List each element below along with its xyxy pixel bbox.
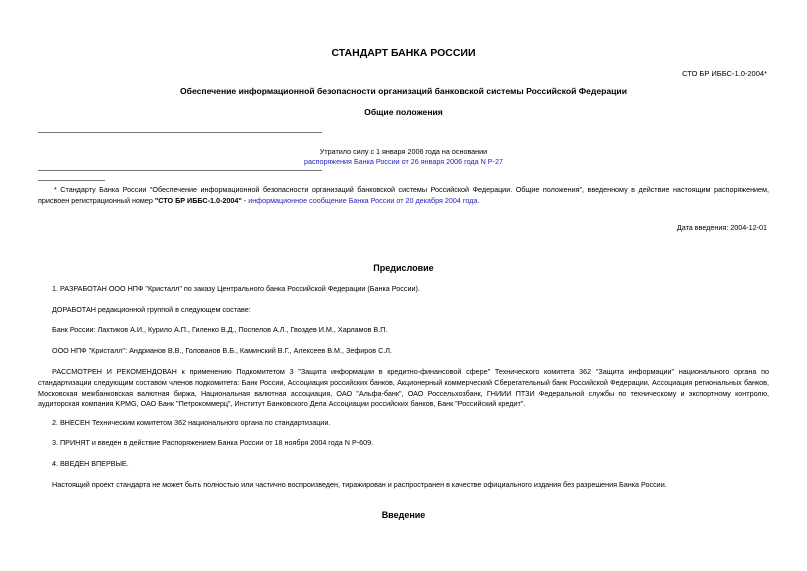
document-subtitle: Обеспечение информационной безопасности организаций банковской системы Российской Федерации <box>179 86 627 96</box>
standard-code: СТО БР ИББС-1.0-2004* <box>682 69 767 78</box>
footnote-end: . <box>477 196 480 205</box>
introduction-title: Введение <box>381 510 426 520</box>
divider <box>38 170 322 171</box>
preface-title: Предисловие <box>373 263 434 273</box>
section-title: Общие положения <box>364 107 443 117</box>
preface-paragraph <box>38 367 769 410</box>
footnote <box>38 184 769 206</box>
registration-number: "СТО БР ИББС-1.0-2004" <box>154 196 242 205</box>
preface-paragraph: 2. ВНЕСЕН Техническим комитетом 362 национального органа по стандартизации. <box>52 418 331 427</box>
footnote-dash: - <box>241 196 249 205</box>
footnote-divider <box>38 180 105 181</box>
preface-paragraph: ДОРАБОТАН редакционной группой в следующем составе: <box>52 305 251 314</box>
preface-paragraph: 3. ПРИНЯТ и введен в действие Распоряжением Банка России от 18 ноября 2004 года N Р-609. <box>52 438 374 447</box>
status-note: Утратило силу с 1 января 2006 года на основании <box>319 147 488 156</box>
preface-paragraph: 1. РАЗРАБОТАН ООО НПФ "Кристалл" по заказу Центрального банка Российской Федерации (Банка России). <box>52 284 420 293</box>
preface-paragraph: Банк России: Лахтиков А.И., Курило А.П., Гиленко В.Д., Поспелов А.Л., Гвоздев И.М., Харламов В.П. <box>52 325 388 334</box>
divider <box>38 132 322 133</box>
preface-paragraph-text: РАССМОТРЕН И РЕКОМЕНДОВАН к применению Подкомитетом 3 "Защита информации в кредитно-финансовой сфере" Технического комитета 362 "Защита информации" национального органа по стандартизации следующим составом членов подкомитета: Банк России, Ассоциация российских банков, Акционерный коммерческий Сберегательный банк Российской Федерации, Ассоциация региональных банков, Московская межбанковская валютная биржа, Национальная валютная ассоциация, ОАО "Альфа-банк", ОАО Россельхозбанк, ГНИИИ ПТЗИ Федеральной службы по техническому и экспортному контролю, аудиторская компания KPMG, ОАО Банк "Петрокоммерц", Институт Банковского Дела Ассоциации российских банков, Банк "Российский кредит". <box>38 367 769 409</box>
preface-paragraph: ООО НПФ "Кристалл": Андрианов В.В., Голованов В.Б., Каминский В.Г., Алексеев В.М., Зефиров С.Л. <box>52 346 392 355</box>
footnote-text: * Стандарту Банка России "Обеспечение информационной безопасности организаций банковской системы Российской Федерации. Общие положения", введенному в действие настоящим распоряжением, присвоен регистрационный номер <box>38 185 769 205</box>
status-link[interactable]: распоряжения Банка России от 26 января 2006 года N Р-27 <box>303 157 503 166</box>
preface-paragraph: 4. ВВЕДЕН ВПЕРВЫЕ. <box>52 459 129 468</box>
preface-paragraph: Настоящий проект стандарта не может быть полностью или частично воспроизведен, тиражирован и распространен в качестве официального издания без разрешения Банка России. <box>52 480 667 489</box>
intro-date: Дата введения: 2004-12-01 <box>676 223 767 232</box>
document-title: СТАНДАРТ БАНКА РОССИИ <box>331 47 476 59</box>
footnote-link[interactable]: информационное сообщение Банка России от 20 декабря 2004 года <box>248 196 478 205</box>
